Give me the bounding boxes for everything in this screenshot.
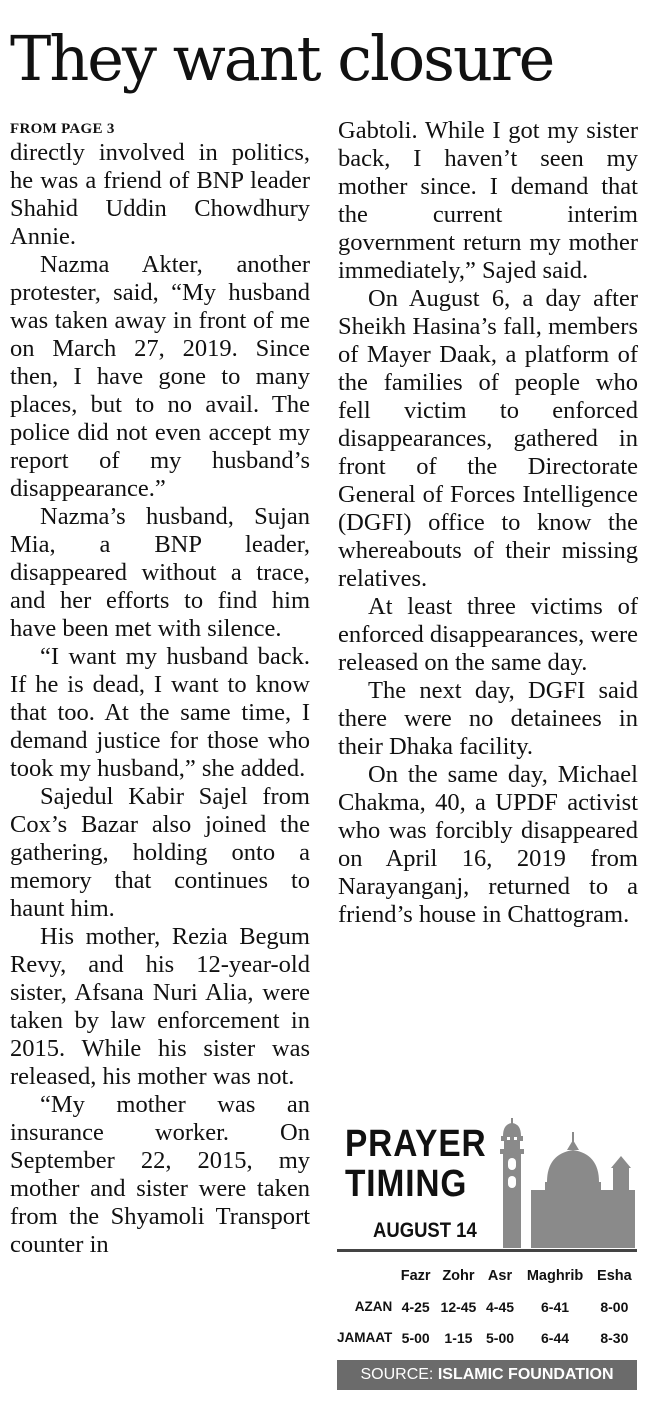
article-column-right [338, 117, 638, 929]
prayer-date: AUGUST 14 [373, 1219, 477, 1242]
paragraph: “I want my husband back. If he is dead, I want to know that too. At the same time, I demand justice for those who took my husband,” she added. [10, 643, 310, 782]
time-cell: 8-00 [600, 1298, 629, 1315]
time-cell: 4-25 [401, 1298, 430, 1315]
paragraph: His mother, Rezia Begum Revy, and his 12-year-old sister, Afsana Nuri Alia, were taken by law enforcement in 2015. While his sister was released, his mother was not. [10, 923, 310, 1090]
time-cell: 5-00 [486, 1329, 515, 1346]
prayer-divider [337, 1249, 637, 1252]
time-cell: 6-41 [541, 1298, 570, 1315]
time-cell: 4-45 [486, 1298, 515, 1315]
table-header-row [337, 1260, 637, 1291]
paragraph: On the same day, Michael Chakma, 40, a UPDF activist who was forcibly disappeared on April 16, 2019 from Narayanganj, returned to a friend’s house in Chattogram. [338, 761, 638, 928]
source-credit-bar [337, 1360, 637, 1390]
paragraph: directly involved in politics, he was a friend of BNP leader Shahid Uddin Chowdhury Annie. [10, 139, 310, 250]
paragraph: At least three victims of enforced disappearances, were released on the same day. [338, 593, 638, 676]
prayer-timing-title [345, 1123, 487, 1205]
prayer-timing-box [337, 1110, 637, 1392]
row-label-jamaat: JAMAAT [337, 1330, 393, 1345]
row-label-azan: AZAN [354, 1299, 393, 1314]
column-header-blank [337, 1260, 396, 1291]
table-row [337, 1322, 637, 1353]
article-column-left [10, 119, 310, 1259]
column-header: Asr [487, 1267, 513, 1284]
source-label: SOURCE: [360, 1366, 434, 1383]
column-header: Maghrib [526, 1267, 584, 1284]
mosque-icon [495, 1110, 635, 1248]
column-header: Fazr [400, 1267, 431, 1284]
paragraph: Sajedul Kabir Sajel from Cox’s Bazar also joined the gathering, holding onto a memory that continues to haunt him. [10, 783, 310, 922]
column-header: Esha [597, 1267, 632, 1284]
prayer-times-table [337, 1260, 637, 1353]
time-cell: 8-30 [600, 1329, 629, 1346]
time-cell: 12-45 [440, 1298, 477, 1315]
table-row [337, 1291, 637, 1322]
source-name: ISLAMIC FOUNDATION [437, 1366, 614, 1383]
column-header: Zohr [442, 1267, 475, 1284]
time-cell: 6-44 [541, 1329, 570, 1346]
paragraph: Gabtoli. While I got my sister back, I haven’t seen my mother since. I demand that the current interim government return my mother immediately,” Sajed said. [338, 117, 638, 284]
headline: They want closure [10, 22, 554, 95]
paragraph: On August 6, a day after Sheikh Hasina’s fall, members of Mayer Daak, a platform of the families of people who fell victim to enforced disappearances, gathered in front of the Directorate General of Forces Intelligence (DGFI) office to know the whereabouts of their missing relatives. [338, 285, 638, 592]
paragraph: The next day, DGFI said there were no detainees in their Dhaka facility. [338, 677, 638, 760]
time-cell: 5-00 [401, 1329, 430, 1346]
prayer-title-line1: PRAYER [345, 1123, 487, 1165]
paragraph: Nazma Akter, another protester, said, “My husband was taken away in front of me on March 27, 2019. Since then, I have gone to many places, but to no avail. The police did not even accept my report of my husband’s disappearance.” [10, 251, 310, 502]
prayer-title-line2: TIMING [345, 1163, 468, 1205]
paragraph: Nazma’s husband, Sujan Mia, a BNP leader, disappeared without a trace, and her efforts to find him have been met with silence. [10, 503, 310, 642]
paragraph: “My mother was an insurance worker. On September 22, 2015, my mother and sister were taken from the Shyamoli Transport counter in [10, 1091, 310, 1258]
time-cell: 1-15 [444, 1329, 473, 1346]
kicker-from-page: FROM PAGE 3 [10, 121, 115, 137]
